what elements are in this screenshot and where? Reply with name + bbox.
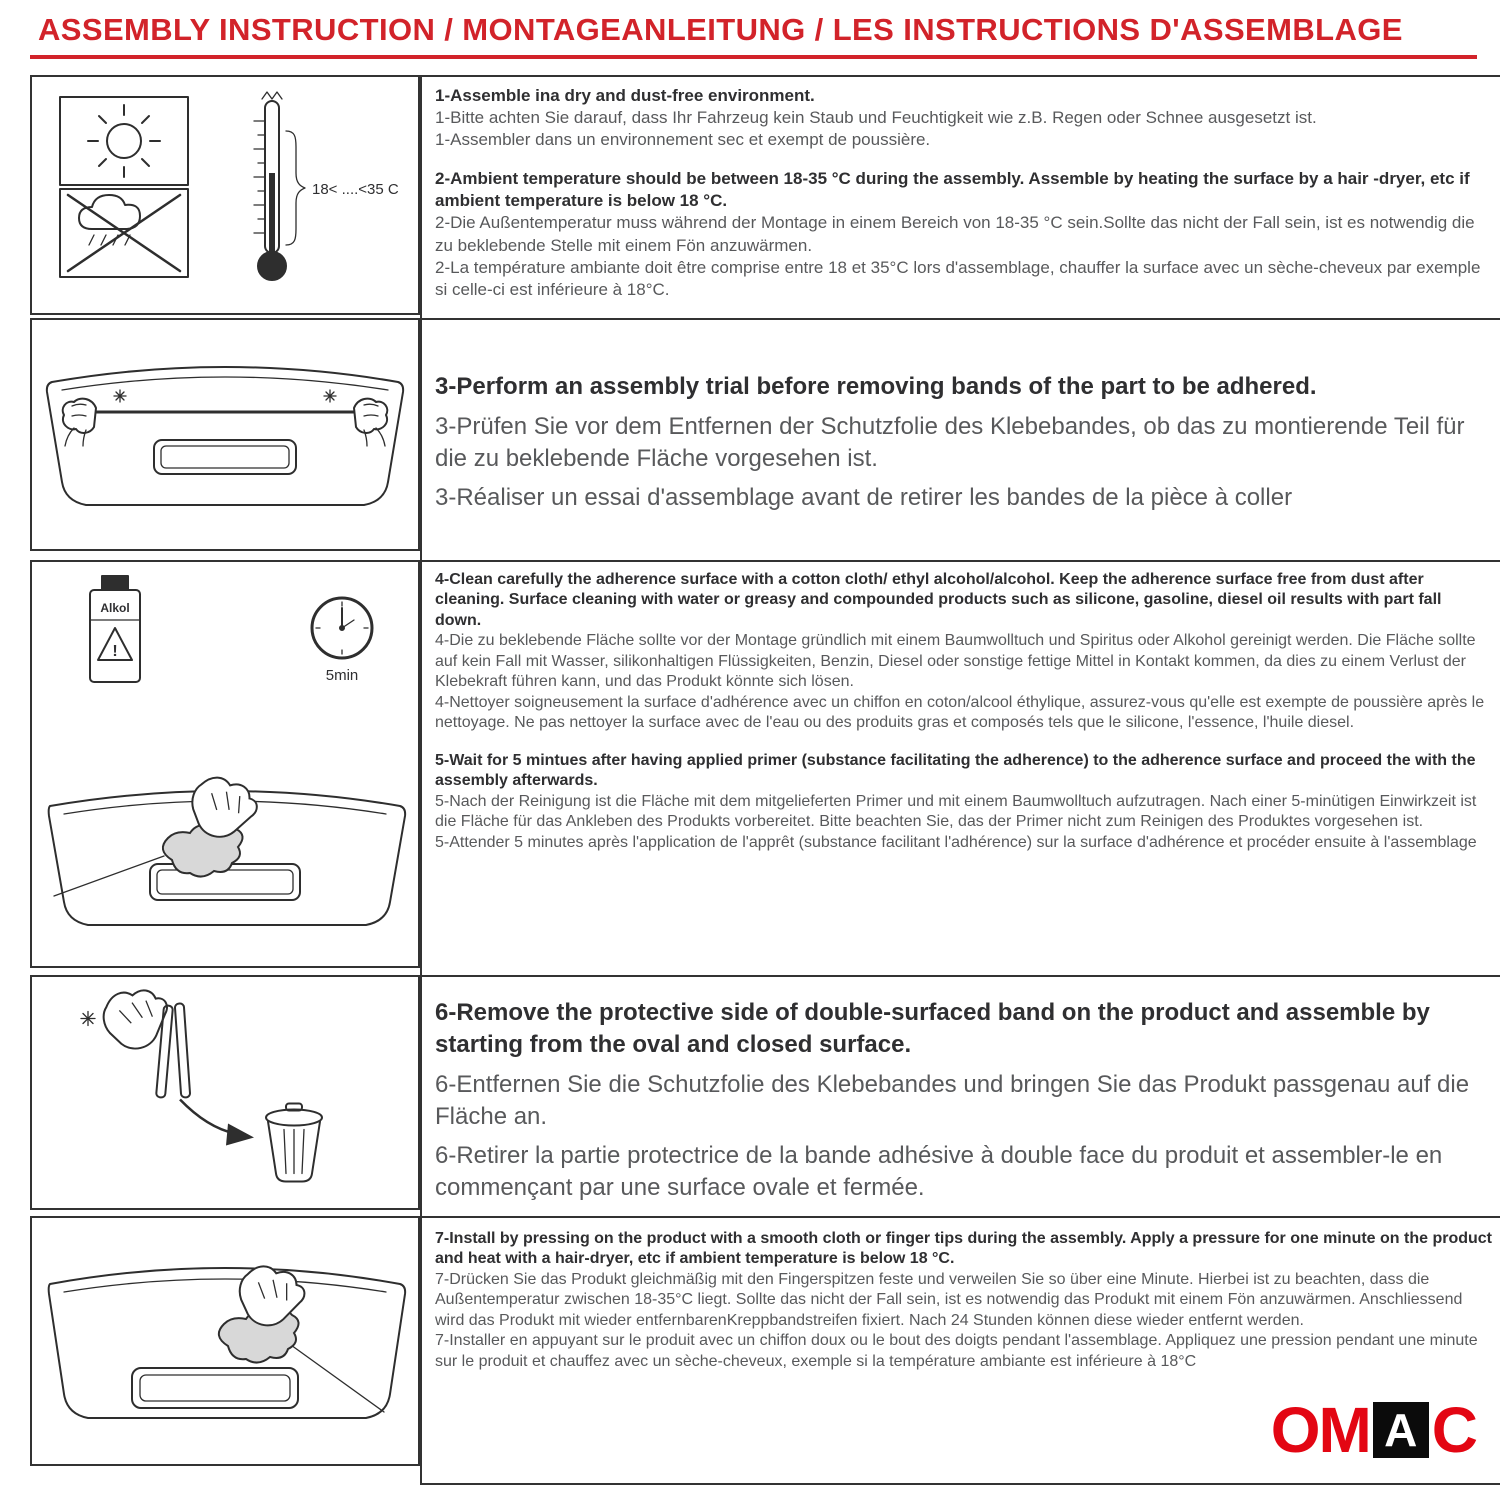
step-4-de: 4-Die zu beklebende Fläche sollte vor der Montage gründlich mit einem Baumwolltuch und Spiritus oder Alkohol gereinigt werden. Die Fläche sollte auf kein Fall mit Wasser, silikonhaltigen Flüssigkeiten, Benzin, Diesel oder sonstige fettige Mittel in Kontakt kommen, da dies zu einem Verlust der Klebekraft führen kann, und das Produkt könnte sich lösen. [435, 632, 1476, 691]
logo-c: C [1431, 1394, 1476, 1466]
step-1-de: 1-Bitte achten Sie darauf, dass Ihr Fahrzeug kein Staub und Feuchtigkeit wie z.B. Regen oder Schnee ausgesetzt ist. [435, 108, 1317, 128]
omac-logo [1270, 1394, 1476, 1466]
hands-pulling-band-icon [63, 399, 388, 446]
sparkle-icon [81, 1012, 95, 1026]
timer-label: 5min [325, 667, 359, 684]
step-7-en: 7-Install by pressing on the product with a smooth cloth or finger tips during the assembly. Apply a pressure for one minute on the product and heat with a hair-dryer, etc if ambient temperature is below 18 °C. [435, 1230, 1492, 1268]
step-6-de: 6-Entfernen Sie die Schutzfolie des Klebebandes und bringen Sie das Produkt passgenau auf die Fläche an. [435, 1070, 1470, 1130]
step-2-de: 2-Die Außentemperatur muss während der Montage in einem Bereich von 18-35 °C sein.Sollte das nicht der Fall sein, ist es notwendig die zu beklebende Stelle mit einem Fön anzuwärmen. [435, 213, 1475, 255]
page-title: ASSEMBLY INSTRUCTION / MONTAGEANLEITUNG / LES INSTRUCTIONS D'ASSEMBLAGE [38, 12, 1403, 47]
step-3-en: 3-Perform an assembly trial before removing bands of the part to be adhered. [435, 372, 1317, 400]
step-2-fr: 2-La température ambiante doit être comprise entre 18 et 35°C lors d'assemblage, chauffer la surface avec un sèche-cheveux par exemple si celle-ci est inférieure à 18°C. [435, 257, 1481, 299]
step-5-fr: 5-Attender 5 minutes après l'application de l'apprêt (substance facilitant l'adhérence) sur la surface d'adhérence et procéder ensuite à l'assemblage [435, 833, 1477, 851]
step-1-fr: 1-Assembler dans un environnement sec et exempt de poussière. [435, 130, 931, 150]
instructions-step-3 [420, 318, 1500, 567]
step-3-de: 3-Prüfen Sie vor dem Entfernen der Schutzfolie des Klebebandes, ob das zu montierende Teil für die zu beklebende Fläche vorgesehen ist. [435, 412, 1465, 472]
assembly-trial-illustration [32, 320, 418, 549]
alcohol-label: Alkol [100, 601, 130, 615]
leader-line [54, 856, 164, 896]
instructions-steps-4-5 [420, 560, 1500, 984]
sun-icon [60, 97, 188, 185]
environment-illustration [32, 77, 418, 313]
logo-a: A [1373, 1402, 1429, 1458]
clock-icon [312, 598, 372, 658]
illustration-environment [30, 75, 420, 315]
step-7-de: 7-Drücken Sie das Produkt gleichmäßig mit den Fingerspitzen feste und verweilen Sie so über eine Minute. Hierbei ist zu beachten, dass die Außentemperatur zwischen 18-35°C liegt. Sollte das nicht der Fall sein, ist es notwendig das Produkt mit einem Fön anzuwärmen. Anschliessend wird das Produkt mit wieder entfernbarenKreppbandstreifen fixiert. Nach 24 Stunden können diese wieder entfernt werden. [435, 1270, 1463, 1329]
illustration-band-removal [30, 975, 420, 1210]
band-removal-illustration [32, 977, 418, 1208]
step-6-fr: 6-Retirer la partie protectrice de la bande adhésive à double face du produit et assembler-le en commençant par une surface ovale et fermée. [435, 1142, 1443, 1202]
illustration-cleaning [30, 560, 420, 968]
step-4-fr: 4-Nettoyer soigneusement la surface d'adhérence avec un chiffon en coton/alcool éthylique, assurez-vous qu'elle est exempte de poussière après le nettoyage. Ne pas nettoyer la surface avec de l'eau ou des produits gras et composés tels que le silicone, l'essence, l'huile diesel. [435, 693, 1485, 732]
no-rain-icon [60, 189, 188, 277]
step-4-en: 4-Clean carefully the adherence surface with a cotton cloth/ ethyl alcohol/alcohol. Keep the adherence surface free from dust after cleaning. Surface cleaning with water or greasy and compounded products such as silicone, gasoline, diesel oil results with part fall down. [435, 571, 1442, 629]
pressing-illustration [32, 1218, 418, 1464]
step-6-en: 6-Remove the protective side of double-surfaced band on the product and assemble by starting from the oval and closed surface. [435, 998, 1430, 1058]
thermometer-icon [254, 92, 305, 280]
illustration-assembly-trial [30, 318, 420, 551]
arrow-icon [180, 1100, 254, 1146]
logo-om: OM [1270, 1394, 1370, 1466]
illustration-pressing [30, 1216, 420, 1466]
trash-can-icon [266, 1104, 322, 1182]
sparkle-icon [114, 390, 336, 402]
step-3-fr: 3-Réaliser un essai d'assemblage avant de retirer les bandes de la pièce à coller [435, 484, 1293, 512]
instructions-step-6 [420, 975, 1500, 1226]
step-1-en: 1-Assemble ina dry and dust-free environment. [435, 86, 815, 105]
step-2-en: 2-Ambient temperature should be between 18-35 °C during the assembly. Assemble by heating the surface by a hair -dryer, etc if ambient temperature is below 18 °C. [435, 169, 1470, 211]
step-5-en: 5-Wait for 5 mintues after having applied primer (substance facilitating the adherence) to the adherence surface and proceed the with the assembly afterwards. [435, 751, 1476, 790]
temperature-range-label: 18< ....<35 C [312, 181, 399, 198]
instructions-steps-1-2 [420, 75, 1500, 331]
step-7-fr: 7-Installer en appuyant sur le produit avec un chiffon doux ou le bout des doigts pendant l'assemblage. Appliquez une pression pendant une minute sur le produit et chauffez avec un sèche-cheveux, exemple si la température ambiante est inférieure à 18°C [435, 1332, 1478, 1370]
cleaning-hand-icon [163, 773, 262, 877]
step-5-de: 5-Nach der Reinigung ist die Fläche mit dem mitgelieferten Primer und mit einem Baumwolltuch aufzutragen. Nach einer 5-minütigen Einwirkzeit ist die Fläche für das Ankleben des Produkts vorbereitet. Bitte beachten Sie, das der Primer nicht zum Reinigen des Produktes vorgesehen ist. [435, 792, 1477, 831]
warning-mark: ! [112, 643, 118, 660]
title-divider [30, 55, 1477, 59]
leader-line [284, 1340, 384, 1412]
cleaning-illustration [32, 562, 418, 966]
trunk-outline-icon [47, 367, 403, 505]
